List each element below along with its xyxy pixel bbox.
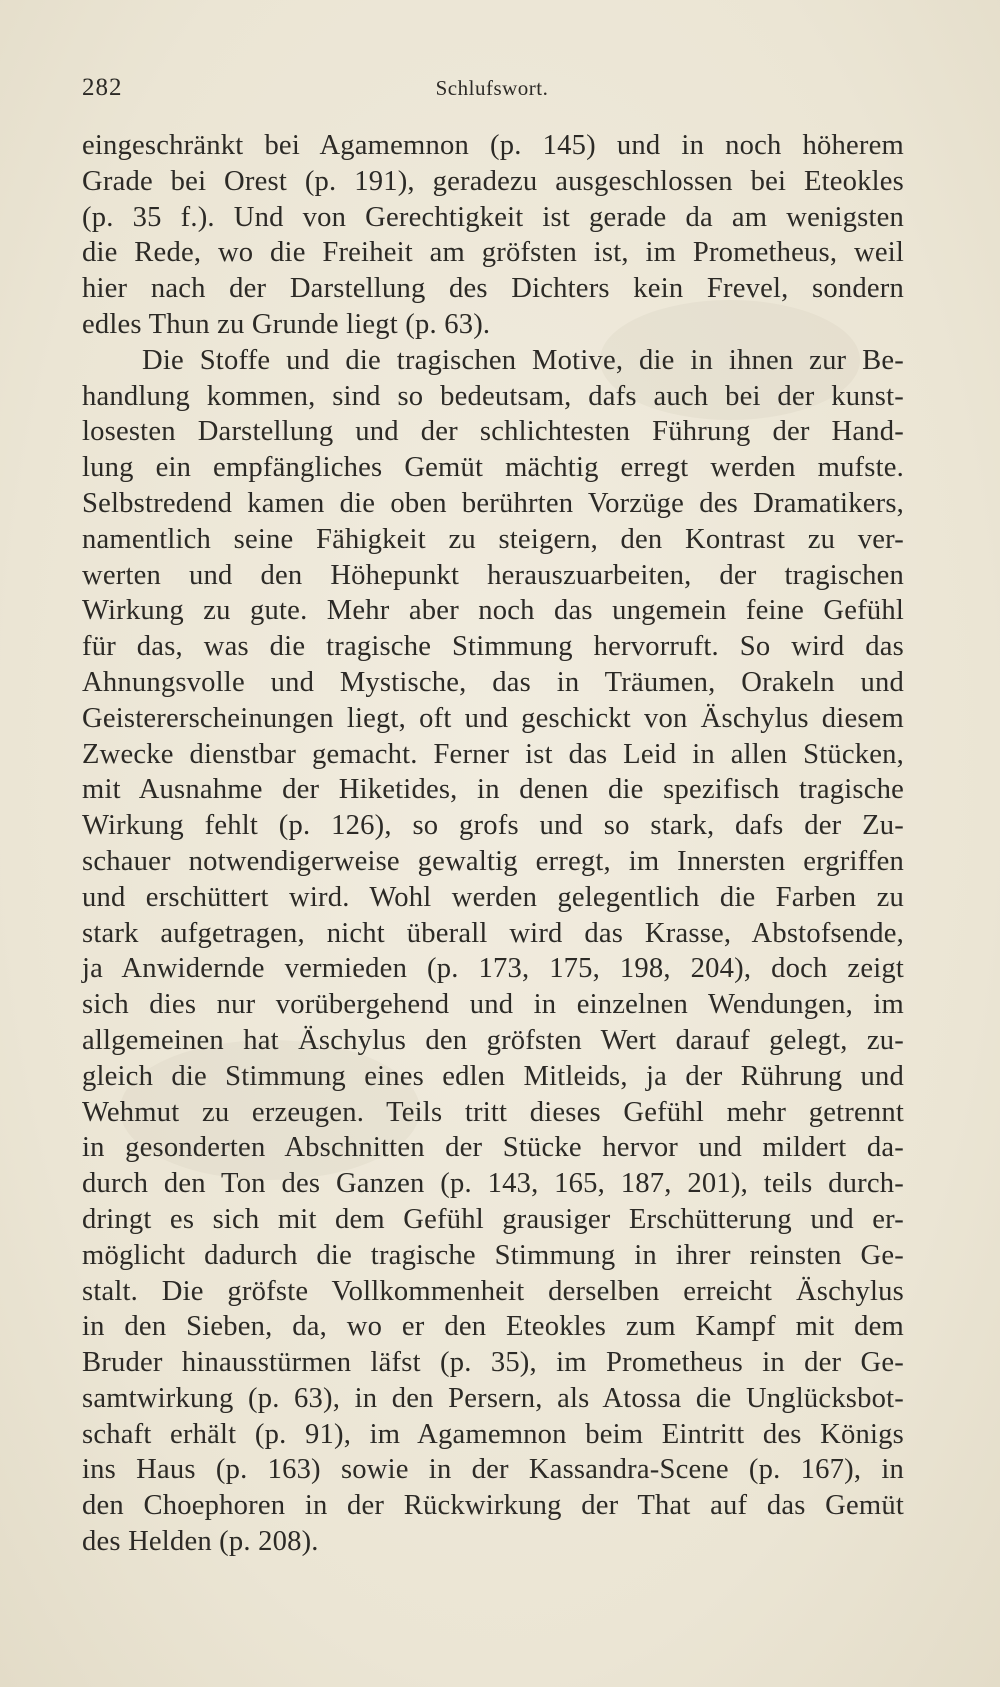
text-line: durch den Ton des Ganzen (p. 143, 165, 187, 201), teils durch- (82, 1168, 904, 1200)
text-line: Wirkung zu gute. Mehr aber noch das ungemein feine Gefühl (82, 595, 904, 627)
text-line: Wirkung fehlt (p. 126), so grofs und so stark, dafs der Zu- (82, 810, 904, 842)
body-text (82, 128, 904, 1560)
text-line: Grade bei Orest (p. 191), geradezu ausgeschlossen bei Eteokles (82, 165, 904, 197)
text-line: Selbstredend kamen die oben berührten Vorzüge des Dramatikers, (82, 487, 904, 519)
text-line: ja Anwidernde vermieden (p. 173, 175, 198, 204), doch zeigt (82, 953, 904, 985)
text-line: allgemeinen hat Äschylus den gröfsten Wert darauf gelegt, zu- (82, 1024, 904, 1056)
text-line: stark aufgetragen, nicht überall wird das Krasse, Abstofsende, (82, 917, 904, 949)
text-line: des Helden (p. 208). (82, 1526, 319, 1558)
text-line: Wehmut zu erzeugen. Teils tritt dieses Gefühl mehr getrennt (82, 1096, 904, 1128)
text-line: Ahnungsvolle und Mystische, das in Träumen, Orakeln und (82, 666, 904, 698)
text-line: in den Sieben, da, wo er den Eteokles zum Kampf mit dem (82, 1311, 904, 1343)
text-line: handlung kommen, sind so bedeutsam, dafs auch bei der kunst- (82, 380, 904, 412)
text-line: eingeschränkt bei Agamemnon (p. 145) und in noch höherem (82, 130, 904, 161)
text-line: hier nach der Darstellung des Dichters kein Frevel, sondern (82, 273, 904, 305)
text-line: Bruder hinausstürmen läfst (p. 35), im Prometheus in der Ge- (82, 1347, 904, 1379)
text-line: Die Stoffe und die tragischen Motive, die in ihnen zur Be- (142, 344, 904, 376)
text-line: möglicht dadurch die tragische Stimmung in ihrer reinsten Ge- (82, 1239, 904, 1271)
text-line: sich dies nur vorübergehend und in einzelnen Wendungen, im (82, 989, 904, 1021)
text-line: namentlich seine Fähigkeit zu steigern, den Kontrast zu ver- (82, 523, 904, 555)
text-line: ins Haus (p. 163) sowie in der Kassandra-Scene (p. 167), in (82, 1454, 904, 1486)
text-line: losesten Darstellung und der schlichtesten Führung der Hand- (82, 416, 904, 448)
text-line: mit Ausnahme der Hiketides, in denen die spezifisch tragische (82, 774, 904, 806)
text-line: und erschüttert wird. Wohl werden gelegentlich die Farben zu (82, 881, 904, 913)
text-line: in gesonderten Abschnitten der Stücke hervor und mildert da- (82, 1132, 904, 1164)
text-line: den Choephoren in der Rückwirkung der That auf das Gemüt (82, 1490, 904, 1522)
text-line: (p. 35 f.). Und von Gerechtigkeit ist gerade da am wenigsten (82, 201, 904, 233)
text-line: stalt. Die gröfste Vollkommenheit derselben erreicht Äschylus (82, 1275, 904, 1307)
text-line: lung ein empfängliches Gemüt mächtig erregt werden mufste. (82, 452, 904, 484)
text-line: edles Thun zu Grunde liegt (p. 63). (82, 308, 491, 340)
page-number: 282 (82, 74, 123, 101)
text-line: dringt es sich mit dem Gefühl grausiger Erschütterung und er- (82, 1203, 904, 1235)
text-line: werten und den Höhepunkt herauszuarbeiten, der tragischen (82, 559, 904, 591)
running-head (82, 74, 902, 110)
text-line: für das, was die tragische Stimmung hervorruft. So wird das (82, 631, 904, 663)
text-line: schauer notwendigerweise gewaltig erregt, im Innersten ergriffen (82, 845, 904, 877)
text-line: samtwirkung (p. 63), in den Persern, als Atossa die Unglücksbot- (82, 1382, 904, 1414)
running-title: Schlufswort. (435, 76, 549, 100)
text-line: Zwecke dienstbar gemacht. Ferner ist das Leid in allen Stücken, (82, 738, 904, 770)
text-line: gleich die Stimmung eines edlen Mitleids, ja der Rührung und (82, 1060, 904, 1092)
text-line: schaft erhält (p. 91), im Agamemnon beim Eintritt des Königs (82, 1418, 904, 1450)
text-line: die Rede, wo die Freiheit am gröfsten ist, im Prometheus, weil (82, 237, 904, 269)
text-line: Geistererscheinungen liegt, oft und geschickt von Äschylus diesem (82, 702, 904, 734)
